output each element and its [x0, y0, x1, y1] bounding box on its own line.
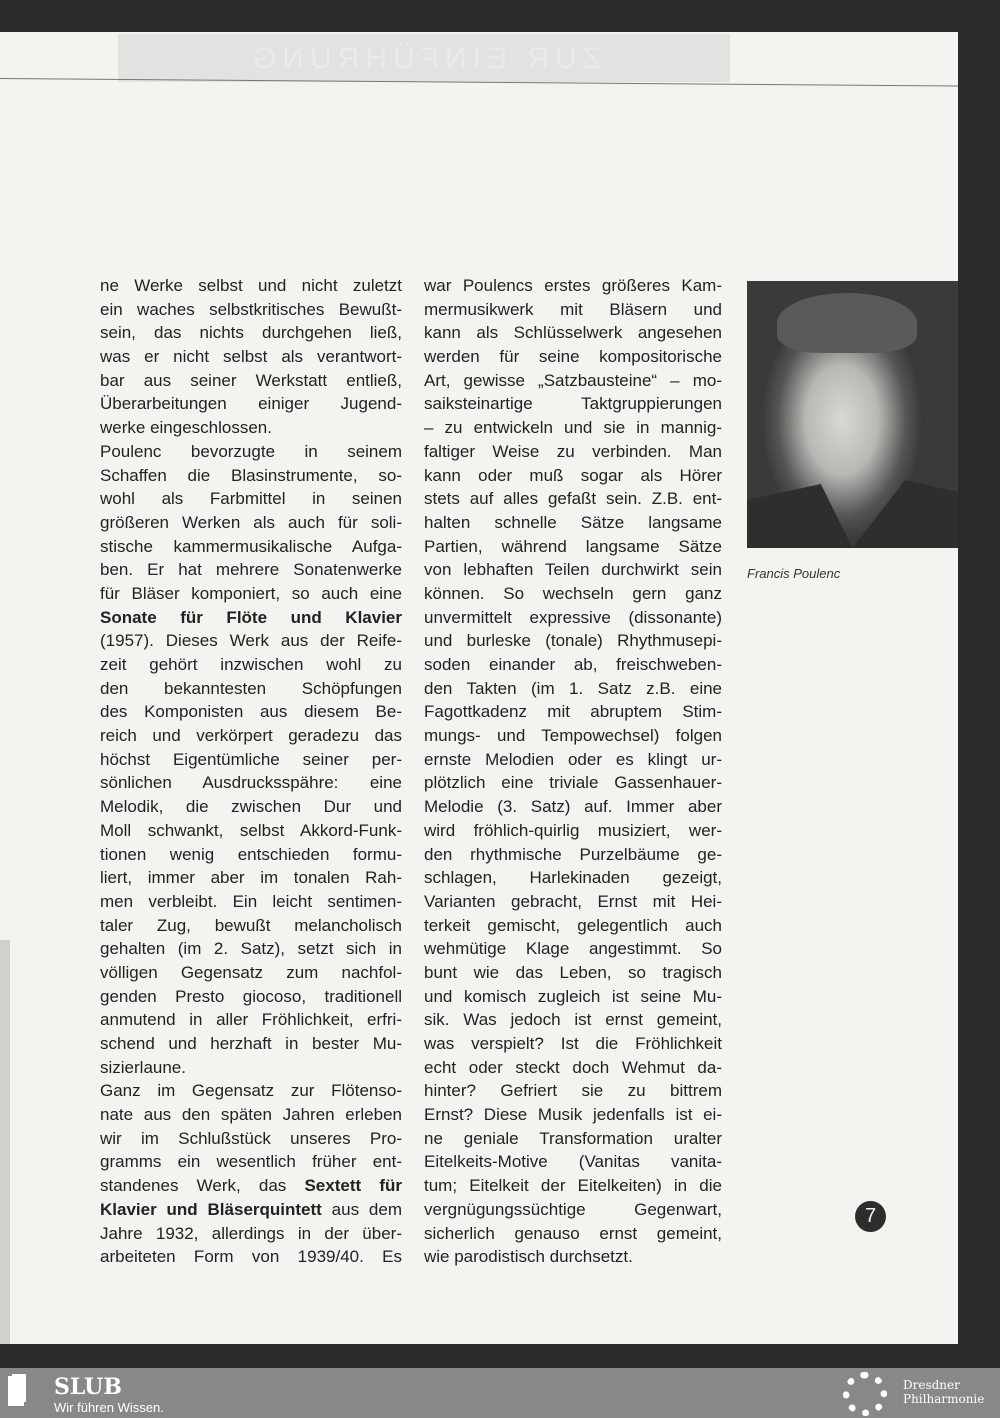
- text-segment: faltiger Weise zu verbinden. Man: [424, 441, 722, 461]
- text-segment: sönlichen Ausdrucksspähre: eine: [100, 773, 402, 793]
- text-line: [100, 535, 402, 559]
- text-line: [100, 771, 402, 795]
- text-line: [100, 1245, 402, 1269]
- text-line: [100, 795, 402, 819]
- text-segment: wird fröhlich-quirlig musiziert, wer-: [424, 820, 722, 840]
- text-segment: schlagen, Harlekinaden gezeigt,: [424, 868, 722, 888]
- philharmonie-sun-icon: [843, 1372, 887, 1416]
- text-segment: den rhythmische Purzelbäume ge-: [424, 844, 722, 864]
- text-segment: genden Presto giocoso, traditionell: [100, 986, 402, 1006]
- text-segment: Moll schwankt, selbst Akkord-Funk-: [100, 820, 402, 840]
- text-line: [424, 392, 722, 416]
- text-segment: Melodie (3. Satz) auf. Immer aber: [424, 797, 722, 817]
- text-segment: sein, das nichts durchgehen ließ,: [100, 323, 402, 343]
- text-segment: aus dem: [321, 1199, 402, 1219]
- text-line: [424, 1032, 722, 1056]
- text-line: [424, 416, 722, 440]
- text-line: [100, 843, 402, 867]
- text-segment: Ganz im Gegensatz zur Flötenso-: [100, 1081, 402, 1101]
- text-line: [100, 582, 402, 606]
- text-segment: saiksteinartige Taktgruppierungen: [424, 394, 722, 414]
- text-line: [424, 1079, 722, 1103]
- text-segment: bunt wie das Leben, so tragisch: [424, 962, 722, 982]
- text-segment: terkeit gemischt, gelegentlich auch: [424, 915, 722, 935]
- text-line: [100, 653, 402, 677]
- text-segment: zeit gehört inzwischen wohl zu: [100, 655, 402, 674]
- text-line: [100, 1056, 402, 1080]
- text-line: [424, 914, 722, 938]
- text-segment: hinter? Gefriert sie zu bittrem: [424, 1081, 722, 1101]
- text-line: [424, 1150, 722, 1174]
- bold-work-title: Sonate für Flöte und Klavier: [100, 607, 402, 627]
- text-segment: wehmütige Klage angestimmt. So: [424, 939, 722, 959]
- text-line: [424, 748, 722, 772]
- text-line: [424, 985, 722, 1009]
- text-line: [424, 629, 722, 653]
- text-line: [100, 1127, 402, 1151]
- text-segment: Partien, während langsame Sätze: [424, 536, 722, 556]
- text-segment: und burleske (tonale) Rhythmusepi-: [424, 631, 722, 651]
- text-segment: sik. Was jedoch ist ernst gemeint,: [424, 1010, 722, 1030]
- text-line: [424, 606, 722, 630]
- text-segment: sicherlich genauso ernst gemeint,: [424, 1223, 722, 1243]
- text-segment: men verbleibt. Ein leicht sentimen-: [100, 891, 402, 911]
- text-segment: größeren Werken als auch für soli-: [100, 512, 402, 532]
- text-segment: halten schnelle Sätze langsame: [424, 512, 722, 532]
- photo-suit: [747, 468, 958, 548]
- text-line: [100, 511, 402, 535]
- text-segment: anmutend in aller Fröhlichkeit, erfri-: [100, 1010, 402, 1030]
- text-line: [100, 819, 402, 843]
- text-line: [100, 416, 402, 440]
- text-segment: den bekanntesten Schöpfungen: [100, 678, 402, 698]
- text-line: [424, 558, 722, 582]
- text-line: [424, 535, 722, 559]
- page-number: 7: [855, 1201, 886, 1232]
- text-line: [100, 961, 402, 985]
- text-segment: ben. Er hat mehrere Sonatenwerke: [100, 560, 402, 580]
- bold-work-title: Klavier und Bläserquintett: [100, 1199, 322, 1219]
- text-line: [100, 1222, 402, 1246]
- text-line: [100, 369, 402, 393]
- text-segment: plötzlich eine triviale Gassenhauer-: [424, 773, 722, 793]
- text-line: [424, 843, 722, 867]
- text-segment: sizierlaune.: [100, 1057, 186, 1077]
- text-line: [424, 582, 722, 606]
- text-line: [424, 1056, 722, 1080]
- text-line: [424, 724, 722, 748]
- text-segment: gehalten (im 2. Satz), setzt sich in: [100, 939, 402, 959]
- text-line: [100, 487, 402, 511]
- text-segment: (1957). Dieses Werk aus der Reife-: [100, 631, 402, 651]
- text-line: [424, 1008, 722, 1032]
- text-segment: ernste Melodien oder es klingt ur-: [424, 749, 722, 769]
- bold-work-title: Sextett für: [304, 1176, 402, 1196]
- text-line: [424, 866, 722, 890]
- text-segment: und komisch zugleich ist seine Mu-: [424, 986, 722, 1006]
- text-segment: mermusikwerk mit Bläsern und: [424, 299, 722, 319]
- text-line: [100, 1198, 402, 1222]
- header-show-through-title: ZUR EINFÜHRUNG: [247, 42, 601, 75]
- text-line: [424, 1174, 722, 1198]
- text-segment: von lebhaften Teilen durchwirkt sein: [424, 560, 722, 580]
- text-line: [100, 274, 402, 298]
- text-segment: mungs- und Tempowechsel) folgen: [424, 726, 722, 746]
- text-line: [424, 819, 722, 843]
- text-line: [100, 748, 402, 772]
- text-segment: werke eingeschlossen.: [100, 418, 272, 438]
- text-segment: arbeiteten Form von 1939/40. Es: [100, 1247, 402, 1267]
- text-segment: wie parodistisch durchsetzt.: [424, 1247, 633, 1267]
- text-segment: was verspielt? Ist die Fröhlichkeit: [424, 1034, 722, 1053]
- text-segment: Jahre 1932, allerdings in der über-: [100, 1223, 402, 1243]
- text-line: [424, 321, 722, 345]
- text-segment: Fagottkadenz mit abruptem Stim-: [424, 702, 722, 722]
- text-line: [100, 298, 402, 322]
- text-line: [424, 653, 722, 677]
- partner-line2: Philharmonie: [903, 1392, 985, 1406]
- text-line: [424, 890, 722, 914]
- header-band: [118, 34, 730, 82]
- text-line: [424, 1103, 722, 1127]
- text-segment: reich und verkörpert geradezu das: [100, 726, 402, 746]
- text-line: [424, 795, 722, 819]
- text-line: [424, 511, 722, 535]
- text-line: [100, 1150, 402, 1174]
- portrait-photo: [747, 281, 958, 548]
- text-line: [424, 345, 722, 369]
- text-line: [424, 1245, 722, 1269]
- text-segment: kann als Schlüsselwerk angesehen: [424, 323, 722, 343]
- text-line: [424, 274, 722, 298]
- slub-logo-text[interactable]: SLUB: [54, 1374, 122, 1400]
- text-segment: ne Werke selbst und nicht zuletzt: [100, 276, 402, 295]
- text-segment: Varianten gebracht, Ernst mit Hei-: [424, 891, 722, 911]
- text-line: [100, 1174, 402, 1198]
- text-segment: taler Zug, bewußt melancholisch: [100, 915, 402, 935]
- text-line: [424, 771, 722, 795]
- text-line: [100, 937, 402, 961]
- text-segment: Überarbeitungen einiger Jugend-: [100, 394, 402, 414]
- text-line: [424, 1198, 722, 1222]
- page-edge-tab: [0, 940, 10, 1344]
- text-segment: Melodik, die zwischen Dur und: [100, 797, 402, 817]
- text-line: [100, 677, 402, 701]
- text-segment: stische kammermusikalische Aufga-: [100, 536, 402, 556]
- text-segment: nate aus den späten Jahren erleben: [100, 1105, 402, 1125]
- text-line: [424, 961, 722, 985]
- text-segment: des Komponisten aus diesem Be-: [100, 702, 402, 722]
- text-segment: schend und herzhaft in bester Mu-: [100, 1034, 402, 1053]
- text-segment: tionen wenig entschieden formu-: [100, 844, 402, 864]
- slub-book-icon: [8, 1376, 24, 1406]
- text-line: [100, 914, 402, 938]
- text-segment: soden einander ab, freischweben-: [424, 655, 722, 674]
- text-segment: stets auf alles gefaßt sein. Z.B. ent-: [424, 489, 722, 509]
- text-segment: standenes Werk, das: [100, 1176, 305, 1196]
- text-segment: was er nicht selbst als verantwort-: [100, 347, 402, 367]
- text-segment: ne geniale Transformation uralter: [424, 1128, 722, 1148]
- photo-caption: Francis Poulenc: [747, 566, 841, 581]
- text-segment: wohl als Farbmittel in seinen: [100, 489, 402, 509]
- partner-line1: Dresdner: [903, 1378, 960, 1392]
- photo-hair: [777, 293, 917, 353]
- text-line: [424, 1127, 722, 1151]
- text-line: [424, 937, 722, 961]
- text-segment: völligen Gegensatz zum nachfol-: [100, 962, 402, 982]
- text-line: [424, 700, 722, 724]
- text-segment: werden für seine kompositorische: [424, 347, 722, 367]
- text-segment: Eitelkeits-Motive (Vanitas vanita-: [424, 1152, 722, 1172]
- text-line: [424, 487, 722, 511]
- text-line: [100, 724, 402, 748]
- text-line: [424, 369, 722, 393]
- text-line: [424, 1222, 722, 1246]
- text-line: [100, 558, 402, 582]
- text-line: [100, 1103, 402, 1127]
- text-line: [100, 345, 402, 369]
- text-segment: vergnügungssüchtige Gegenwart,: [424, 1199, 722, 1219]
- text-segment: tum; Eitelkeit der Eitelkeiten) in die: [424, 1176, 722, 1196]
- text-segment: Schaffen die Blasinstrumente, so-: [100, 465, 402, 485]
- text-line: [100, 700, 402, 724]
- text-line: [100, 321, 402, 345]
- text-line: [100, 606, 402, 630]
- text-segment: können. So wechseln gern ganz: [424, 583, 722, 603]
- text-line: [100, 1008, 402, 1032]
- text-line: [100, 1032, 402, 1056]
- text-segment: echt oder steckt doch Wehmut da-: [424, 1057, 722, 1077]
- text-segment: gramms ein wesentlich früher ent-: [100, 1152, 402, 1172]
- slub-tagline: Wir führen Wissen.: [54, 1400, 164, 1415]
- text-segment: kann oder muß sogar als Hörer: [424, 465, 722, 485]
- text-line: [100, 866, 402, 890]
- text-column-left: [100, 274, 402, 1269]
- text-line: [100, 629, 402, 653]
- text-line: [100, 392, 402, 416]
- text-line: [100, 464, 402, 488]
- text-segment: liert, immer aber im tonalen Rah-: [100, 868, 402, 888]
- text-segment: – zu entwickeln und sie in mannig-: [424, 418, 722, 438]
- text-line: [100, 890, 402, 914]
- text-segment: Poulenc bevorzugte in seinem: [100, 441, 402, 461]
- text-line: [424, 298, 722, 322]
- philharmonie-logo-text[interactable]: [903, 1378, 984, 1406]
- text-segment: höchst Eigentümliche seiner per-: [100, 749, 402, 769]
- text-segment: Art, gewisse „Satzbausteine“ – mo-: [424, 370, 722, 390]
- text-segment: ein waches selbstkritisches Bewußt-: [100, 299, 402, 319]
- text-line: [100, 985, 402, 1009]
- text-line: [100, 1079, 402, 1103]
- footer-bar: [0, 1368, 1000, 1418]
- text-column-right: [424, 274, 722, 1269]
- text-line: [424, 440, 722, 464]
- text-line: [424, 464, 722, 488]
- text-segment: für Bläser komponiert, so auch eine: [100, 583, 402, 603]
- text-segment: war Poulencs erstes größeres Kam-: [424, 276, 722, 295]
- text-segment: unvermittelt expressive (dissonante): [424, 607, 722, 627]
- text-segment: Ernst? Diese Musik jedenfalls ist ei-: [424, 1105, 722, 1125]
- text-segment: bar aus seiner Werkstatt entließ,: [100, 370, 402, 390]
- text-line: [424, 677, 722, 701]
- text-line: [100, 440, 402, 464]
- text-segment: den Takten (im 1. Satz z.B. eine: [424, 678, 722, 698]
- text-segment: wir im Schlußstück unseres Pro-: [100, 1128, 402, 1148]
